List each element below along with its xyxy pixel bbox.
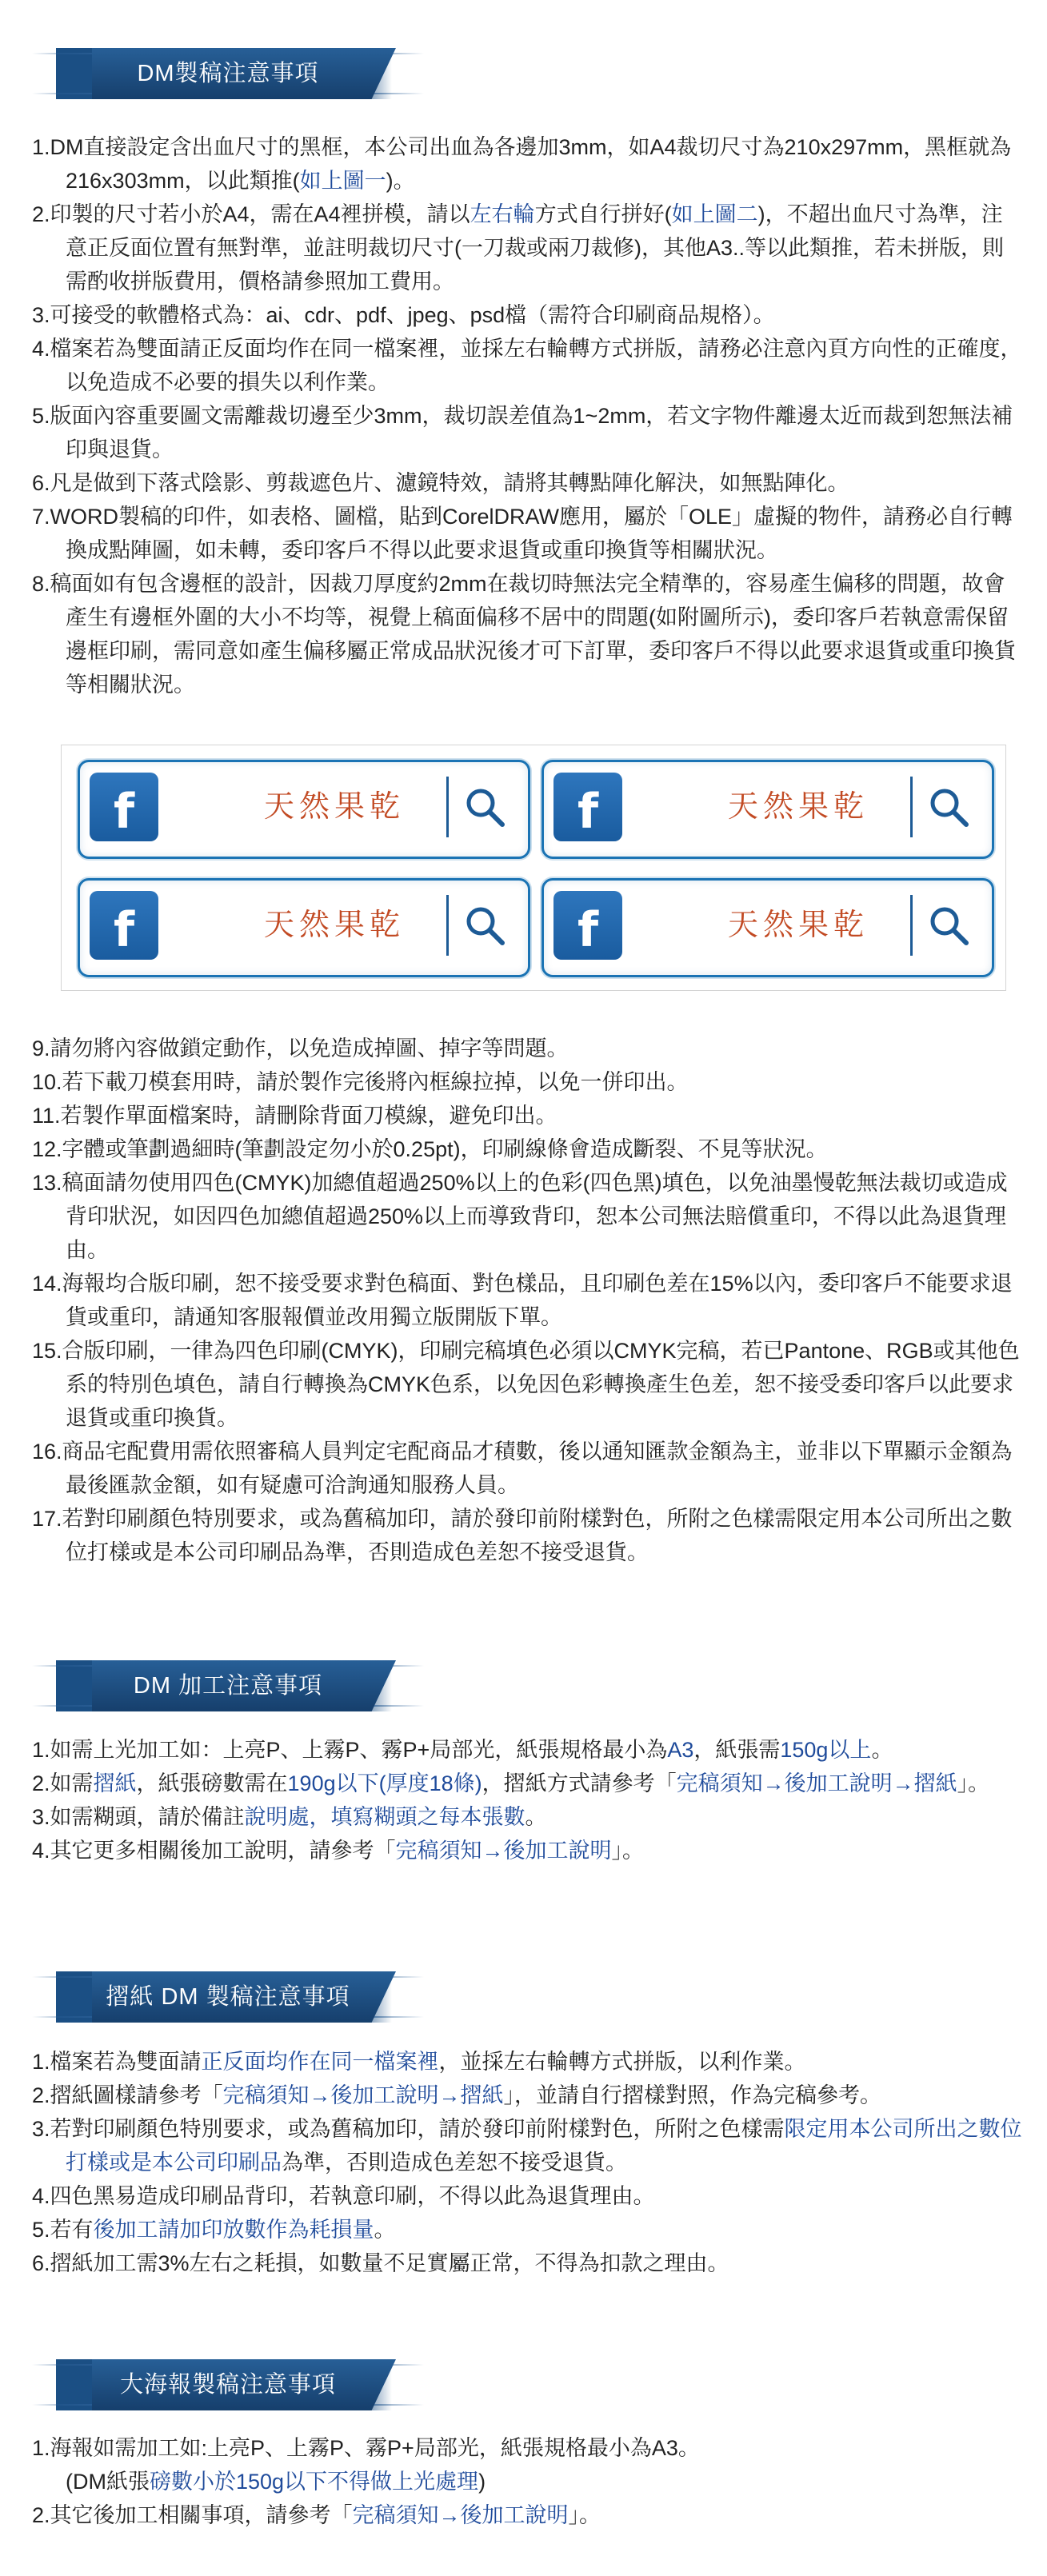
highlighted-text: 摺紙 <box>93 1771 137 1795</box>
highlighted-text: 限定用本公司所出之數位打樣或是本公司印刷品 <box>66 2117 1022 2175</box>
list-item <box>32 2498 1024 2532</box>
item-text: 如需上光加工如：上亮P、上霧P、霧P+局部光，紙張規格最小為 <box>50 1738 668 1762</box>
item-text: 。 <box>871 1738 893 1762</box>
item-text: 海報如需加工如:上亮P、上霧P、霧P+局部光，紙張規格最小為A3。 <box>50 2436 700 2460</box>
list-item <box>32 567 1024 701</box>
facebook-icon: f <box>553 773 622 841</box>
list-item <box>32 466 1024 500</box>
item-number: 4. <box>32 337 50 361</box>
item-text: ) <box>478 2470 486 2494</box>
item-number: 3. <box>32 303 50 327</box>
item-text: 字體或筆劃過細時(筆劃設定勿小於0.25pt)，印刷線條會造成斷裂、不見等狀況。 <box>62 1137 828 1161</box>
search-icon <box>926 785 971 829</box>
item-number: 3. <box>32 1805 50 1829</box>
item-text: 。 <box>374 2218 396 2242</box>
sample-card <box>78 760 530 859</box>
item-text: 商品宅配費用需依照審稿人員判定宅配商品才積數，後以通知匯款金額為主，並非以下單顯示金額為最後匯款金額，如有疑慮可洽詢通知服務人員。 <box>62 1440 1013 1497</box>
list-item <box>32 332 1024 399</box>
list-item <box>32 1834 1024 1867</box>
poster-notes-list <box>32 2431 1024 2532</box>
highlighted-text: 正反面均作在同一檔案裡 <box>201 2050 439 2074</box>
card-brand-text: 天然果乾 <box>728 909 869 942</box>
list-item <box>32 399 1024 466</box>
card-divider <box>446 777 449 837</box>
item-text: 稿面如有包含邊框的設計，因裁刀厚度約2mm在裁切時無法完全精準的，容易產生偏移的問題，故會產生有邊框外圍的大小不均等，視覺上稿面偏移不居中的問題(如附圖所示)，委印客戶若執意需保留邊框印刷，需同意如產生偏移屬正常成品狀況後才可下訂單，委印客戶不得以此要求退貨或重印換貨等相關狀況。 <box>50 572 1016 697</box>
list-item <box>32 1800 1024 1834</box>
list-item <box>32 1733 1024 1767</box>
dm-processing-list <box>32 1733 1024 1867</box>
item-number: 14. <box>32 1272 62 1296</box>
section-title: 摺紙 DM 製稿注意事項 <box>106 1984 350 2010</box>
highlighted-text: 完稿須知→後加工說明 <box>352 2503 569 2527</box>
item-text: 四色黑易造成印刷品背印，若執意印刷，不得以此為退貨理由。 <box>50 2184 655 2208</box>
item-text: 如需 <box>50 1771 94 1795</box>
item-text: 海報均合版印刷，恕不接受要求對色稿面、對色樣品，且印刷色差在15%以內，委印客戶不能要求退貨或重印，請通知客服報價並改用獨立版開版下單。 <box>62 1272 1013 1329</box>
item-number: 4. <box>32 1839 50 1863</box>
card-brand-text: 天然果乾 <box>264 909 406 942</box>
item-text: 檔案若為雙面請正反面均作在同一檔案裡，並採左右輪轉方式拼版，請務必注意內頁方向性的正確度，以免造成不必要的損失以利作業。 <box>50 337 1022 394</box>
facebook-icon: f <box>553 891 622 960</box>
list-item <box>32 2179 1024 2213</box>
item-number: 3. <box>32 2117 50 2141</box>
list-item <box>32 2045 1024 2079</box>
item-number: 1. <box>32 135 50 159</box>
facebook-icon: f <box>90 891 158 960</box>
item-number: 8. <box>32 572 50 596</box>
item-text: ，紙張需 <box>693 1738 781 1762</box>
highlighted-text: 如上圖二 <box>671 202 758 226</box>
item-number: 13. <box>32 1171 62 1195</box>
highlighted-text: 說明處，填寫糊頭之每本張數 <box>244 1805 525 1829</box>
item-text: 若有 <box>50 2218 94 2242</box>
list-item <box>32 2247 1024 2280</box>
item-text: 。 <box>525 1805 547 1829</box>
item-text: WORD製稿的印件，如表格、圖檔，貼到CorelDRAW應用，屬於「OLE」虛擬的物件，請務必自行轉換成點陣圖，如未轉，委印客戶不得以此要求退貨或重印換貨等相關狀況。 <box>50 505 1013 562</box>
card-divider <box>910 777 913 837</box>
list-item <box>32 1435 1024 1502</box>
list-item <box>32 1132 1024 1166</box>
section-title: 大海報製稿注意事項 <box>119 2372 336 2398</box>
item-number: 2. <box>32 2083 50 2107</box>
item-text: 稿面請勿使用四色(CMYK)加總值超過250%以上的色彩(四色黑)填色，以免油墨慢乾無法裁切或造成背印狀況，如因四色加總值超過250%以上而導致背印，恕本公司無法賠償重印，不得以此為退貨理由。 <box>62 1171 1008 1262</box>
item-text: ，摺紙方式請參考「 <box>482 1771 677 1795</box>
dm-notes-list-a <box>32 130 1024 701</box>
list-item <box>32 1334 1024 1435</box>
item-number: 6. <box>32 2251 50 2275</box>
item-text: 若製作單面檔案時，請刪除背面刀模線，避免印出。 <box>60 1104 557 1128</box>
list-item <box>32 1267 1024 1334</box>
item-number: 10. <box>32 1070 62 1094</box>
highlighted-text: 190g以下(厚度18條) <box>287 1771 482 1795</box>
card-divider <box>910 895 913 956</box>
search-icon <box>462 903 507 948</box>
item-number: 5. <box>32 404 50 428</box>
item-text: (DM紙張 <box>66 2470 150 2494</box>
card-brand-text: 天然果乾 <box>264 790 406 824</box>
section-banner-poster <box>32 2359 392 2410</box>
list-item <box>32 2213 1024 2247</box>
item-number: 7. <box>32 505 50 529</box>
item-number: 5. <box>32 2218 50 2242</box>
list-item <box>32 130 1024 198</box>
section-banner-dm-notes <box>32 48 392 99</box>
item-text: 摺紙加工需3%左右之耗損，如數量不足實屬正常，不得為扣款之理由。 <box>50 2251 729 2275</box>
section-banner-folding-dm <box>32 1971 392 2023</box>
item-text: 若對印刷顏色特別要求，或為舊稿加印，請於發印前附樣對色，所附之色樣需 <box>50 2117 785 2141</box>
item-text: 合版印刷，一律為四色印刷(CMYK)，印刷完稿填色必須以CMYK完稿，若已Pantone、RGB或其他色系的特別色填色，請自行轉換為CMYK色系，以免因色彩轉換產生色差，恕不接受委印客戶以此要求退貨或重印換貨。 <box>62 1339 1020 1430</box>
dm-notes-list-b <box>32 1032 1024 1569</box>
item-number: 17. <box>32 1507 62 1531</box>
item-text: 摺紙圖樣請參考「 <box>50 2083 223 2107</box>
highlighted-text: 如上圖一 <box>299 169 386 193</box>
item-text: 版面內容重要圖文需離裁切邊至少3mm，裁切誤差值為1~2mm，若文字物件離邊太近而裁到恕無法補印與退貨。 <box>50 404 1013 461</box>
item-text: 為準，否則造成色差恕不接受退貨。 <box>282 2151 627 2175</box>
list-item <box>32 500 1024 567</box>
sample-card <box>541 878 994 977</box>
list-item <box>32 1032 1024 1065</box>
item-number: 1. <box>32 2436 50 2460</box>
item-text: 檔案若為雙面請 <box>50 2050 202 2074</box>
item-text: 」。 <box>611 1839 645 1863</box>
item-text: 其它更多相關後加工說明，請參考「 <box>50 1839 396 1863</box>
highlighted-text: 磅數小於150g以下不得做上光處理 <box>149 2470 479 2494</box>
item-number: 16. <box>32 1440 62 1464</box>
item-text: 方式自行拼好( <box>534 202 672 226</box>
highlighted-text: 後加工請加印放數作為耗損量 <box>93 2218 374 2242</box>
list-item <box>32 1099 1024 1132</box>
list-item <box>32 1502 1024 1569</box>
item-number: 12. <box>32 1137 62 1161</box>
highlighted-text: A3 <box>667 1738 694 1762</box>
item-number: 15. <box>32 1339 62 1363</box>
list-item <box>32 298 1024 332</box>
item-text: 請勿將內容做鎖定動作，以免造成掉圖、掉字等問題。 <box>50 1036 569 1060</box>
item-text: 」。 <box>957 1771 990 1795</box>
item-number: 2. <box>32 1771 50 1795</box>
item-number: 6. <box>32 471 50 495</box>
search-icon <box>462 785 507 829</box>
card-brand-text: 天然果乾 <box>728 790 869 824</box>
item-text: )。 <box>386 169 415 193</box>
section-title: DM製稿注意事項 <box>137 61 319 86</box>
item-text: 」，並請自行摺樣對照，作為完稿參考。 <box>503 2083 882 2107</box>
highlighted-text: 150g以上 <box>780 1738 872 1762</box>
item-number: 1. <box>32 1738 50 1762</box>
item-text: )，不超出血尺寸為準，注意正反面位置有無對準，並註明裁切尺寸(一刀裁或兩刀裁修)，其他A3..等以此類推，若未拼版，則需酌收拼版費用，價格請參照加工費用。 <box>66 202 1005 294</box>
facebook-icon: f <box>90 773 158 841</box>
highlighted-text: 完稿須知→後加工說明→摺紙 <box>222 2083 504 2107</box>
item-text: DM直接設定含出血尺寸的黑框，本公司出血為各邊加3mm，如A4裁切尺寸為210x297mm，黑框就為216x303mm，以此類推( <box>50 135 1012 193</box>
item-text: 印製的尺寸若小於A4，需在A4裡拼模，請以 <box>50 202 470 226</box>
section-title: DM 加工注意事項 <box>133 1673 323 1699</box>
list-item <box>32 2112 1024 2179</box>
highlighted-text: 完稿須知→後加工說明 <box>395 1839 612 1863</box>
item-number: 11. <box>32 1104 61 1128</box>
item-number: 1. <box>32 2050 50 2074</box>
folding-dm-list <box>32 2045 1024 2280</box>
item-text: ，紙張磅數需在 <box>136 1771 288 1795</box>
list-item <box>32 2465 1024 2498</box>
item-text: 如需糊頭，請於備註 <box>50 1805 245 1829</box>
search-icon <box>926 903 971 948</box>
item-number: 4. <box>32 2184 50 2208</box>
item-text: 」。 <box>568 2503 601 2527</box>
list-item <box>32 2431 1024 2465</box>
border-offset-sample-photo <box>62 745 1005 990</box>
list-item <box>32 1166 1024 1267</box>
list-item <box>32 1767 1024 1800</box>
highlighted-text: 完稿須知→後加工說明→摺紙 <box>676 1771 957 1795</box>
item-text: 可接受的軟體格式為：ai、cdr、pdf、jpeg、psd檔（需符合印刷商品規格）。 <box>50 303 775 327</box>
item-number: 2. <box>32 202 50 226</box>
list-item <box>32 1065 1024 1099</box>
item-number: 2. <box>32 2503 50 2527</box>
list-item <box>32 2079 1024 2112</box>
sample-card <box>78 878 530 977</box>
card-divider <box>446 895 449 956</box>
item-text: 若下載刀模套用時，請於製作完後將內框線拉掉，以免一併印出。 <box>62 1070 689 1094</box>
list-item <box>32 198 1024 298</box>
section-banner-dm-processing <box>32 1660 392 1711</box>
item-text: 若對印刷顏色特別要求，或為舊稿加印，請於發印前附樣對色，所附之色樣需限定用本公司所出之數位打樣或是本公司印刷品為準，否則造成色差恕不接受退貨。 <box>62 1507 1013 1564</box>
highlighted-text: 左右輪 <box>470 202 535 226</box>
item-number: 9. <box>32 1036 50 1060</box>
item-text: 凡是做到下落式陰影、剪裁遮色片、濾鏡特效，請將其轉點陣化解決，如無點陣化。 <box>50 471 849 495</box>
item-text: ，並採左右輪轉方式拼版，以利作業。 <box>438 2050 806 2074</box>
item-text: 其它後加工相關事項，請參考「 <box>50 2503 353 2527</box>
sample-card <box>541 760 994 859</box>
